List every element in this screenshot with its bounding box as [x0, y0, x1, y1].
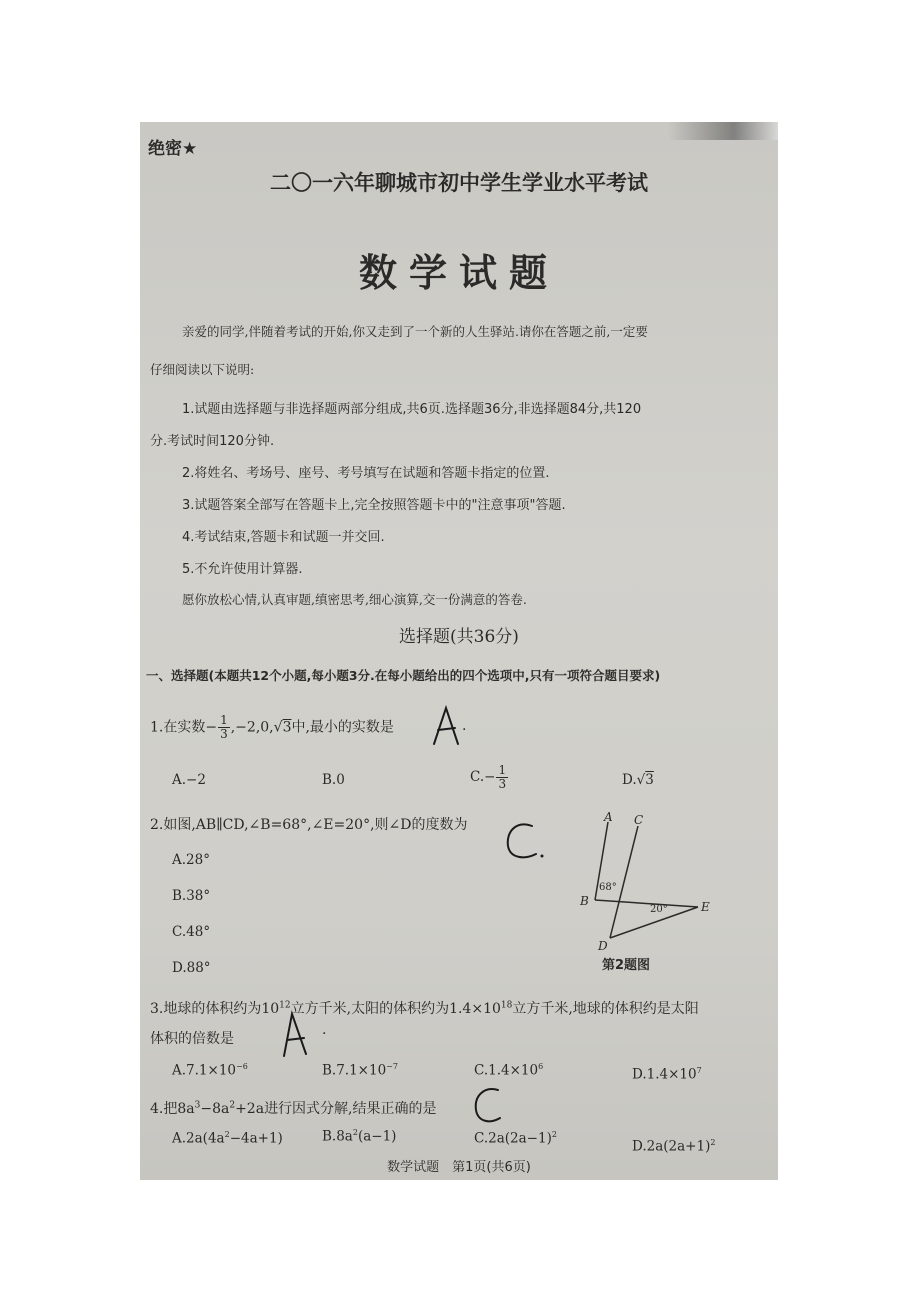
rule-1b: 分.考试时间120分钟. — [150, 434, 275, 449]
q1-option-d: D.√3 — [622, 772, 654, 788]
handwritten-answer-3 — [276, 1008, 316, 1060]
handwritten-answer-4 — [470, 1084, 506, 1128]
q3-option-c: $C.1.4\times 10^6$ — [474, 1062, 544, 1079]
figure-caption: 第2题图 — [602, 958, 651, 973]
q2-option-b: B.38° — [172, 888, 211, 904]
q4-option-c: $C.2a(2a-1)^2$ — [474, 1130, 557, 1147]
q1-option-b: B.0 — [322, 772, 345, 788]
handwritten-answer-2 — [502, 818, 546, 864]
q2-geometry-figure — [570, 812, 750, 962]
main-title: 数学试题 — [358, 251, 559, 295]
section-instruction: 一、选择题(本题共12个小题,每小题3分.在每小题给出的四个选项中,只有一项符合题目要求) — [146, 668, 661, 683]
question-4: 4.把$8a^3-8a^2+2a$进行因式分解,结果正确的是 — [150, 1100, 437, 1117]
scan-smudge — [668, 122, 778, 140]
q1-option-c: C.− $\frac{1}{3}$ — [470, 763, 507, 791]
line-be — [595, 900, 698, 907]
label-a: A — [604, 812, 613, 824]
wish-line: 愿你放松心情,认真审题,缜密思考,细心演算,交一份满意的答卷. — [182, 592, 527, 607]
q4-option-d: $D.2a(2a+1)^2$ — [632, 1138, 716, 1155]
secret-mark: 绝密★ — [148, 139, 198, 159]
angle-b-label: 68° — [599, 882, 617, 893]
rule-4: 4.考试结束,答题卡和试题一并交回. — [182, 530, 385, 545]
intro-line-2: 仔细阅读以下说明: — [150, 362, 255, 377]
rule-3: 3.试题答案全部写在答题卡上,完全按照答题卡中的"注意事项"答题. — [182, 498, 566, 513]
label-b: B — [580, 894, 589, 908]
rule-1a: 1.试题由选择题与非选择题两部分组成,共6页.选择题36分,非选择题84分,共120 — [182, 402, 642, 417]
rule-2: 2.将姓名、考场号、座号、考号填写在试题和答题卡指定的位置. — [182, 466, 550, 481]
q3-option-d: $D.1.4\times 10^7$ — [632, 1066, 702, 1083]
question-3-line-2: 体积的倍数是 — [150, 1031, 234, 1047]
question-2: 2.如图,AB∥CD,∠B=68°,∠E=20°,则∠D的度数为 — [150, 817, 468, 833]
q1-option-a: A.−2 — [172, 772, 206, 788]
exam-paper: 绝密★ 二〇一六年聊城市初中学生学业水平考试 数学试题 亲爱的同学,伴随着考试的开始,你又走到了一个新的人生驿站.请你在答题之前,一定要 仔细阅读以下说明: 1.试题由选择题与非选择题两部分组成,共6页.选择题36分,非选择题84分,共120 分.考试时间120分钟. 2.将姓名、考场号、座号、考号填写在试题和答题卡指定的位置. 3.试题答案全部写在答题卡上,完全按照答题卡中的"注意事项"答题. 4.考试结束,答题卡和试题一并交回. 5.不允许使用计算器. 愿你放松心情,认真审题,缜密思考,细心演算,交一份满意的答卷. 选择题(共36分) 一、选择题(本题共12个小题,每小题3分.在每小题给出的四个选项中,只有一项符合题目要求) 1.在实数− $\frac{1}{3}$ ,−2,0,√3中,最小的实数是 . A.−2 B.0 C.− $\frac{1}{3}$ D.√3 2.如图,AB∥CD,∠B=68°,∠E=20°,则∠D的度数为 A.28° B.38° C.48° D.88° A C B E D 68° 20° 第2题图 3.地球的体积约为$10^{12}$立方千米,太阳的体积约为$1.4\times 10^{18}$立方千米,地球的体积约是太阳 体积的倍数是 . $A.7.1\times 10^{-6}$ $B.7.1\times 10^{-7}$ $C.1.4\times 10^6$ $D.1.4\times 10^7$ 4.把$8a^3-8a^2+2a$进行因式分解,结果正确的是 $A.2a(4a^2-4a+1)$ $B.8a^2(a-1)$ $C.2a(2a-1)^2$ $D.2a(2a+1)^2$ 数学试题 第1页(共6页) — [140, 122, 778, 1180]
question-1: 1.在实数− $\frac{1}{3}$ ,−2,0,√3中,最小的实数是 — [150, 713, 394, 741]
rule-5: 5.不允许使用计算器. — [182, 562, 303, 577]
label-e: E — [701, 900, 710, 914]
label-d: D — [598, 939, 608, 953]
q3-option-b: $B.7.1\times 10^{-7}$ — [322, 1062, 398, 1079]
label-c: C — [634, 813, 644, 827]
question-3-line-1: 3.地球的体积约为$10^{12}$立方千米,太阳的体积约为$1.4\times 10^{18}$立方千米,地球的体积约是太阳 — [150, 1000, 699, 1017]
page-footer: 数学试题 第1页(共6页) — [387, 1160, 531, 1175]
q2-option-c: C.48° — [172, 924, 211, 940]
q4-option-b: $B.8a^2(a-1)$ — [322, 1128, 397, 1145]
section-title: 选择题(共36分) — [399, 627, 519, 647]
q3-option-a: $A.7.1\times 10^{-6}$ — [172, 1062, 248, 1079]
q2-option-a: A.28° — [172, 852, 210, 868]
q2-option-d: D.88° — [172, 960, 211, 976]
q4-option-a: $A.2a(4a^2-4a+1)$ — [172, 1130, 283, 1147]
exam-title: 二〇一六年聊城市初中学生学业水平考试 — [270, 171, 648, 195]
fraction: $\frac{1}{3}$ — [220, 713, 228, 741]
angle-e-label: 20° — [650, 904, 668, 915]
intro-line-1: 亲爱的同学,伴随着考试的开始,你又走到了一个新的人生驿站.请你在答题之前,一定要 — [182, 324, 648, 339]
